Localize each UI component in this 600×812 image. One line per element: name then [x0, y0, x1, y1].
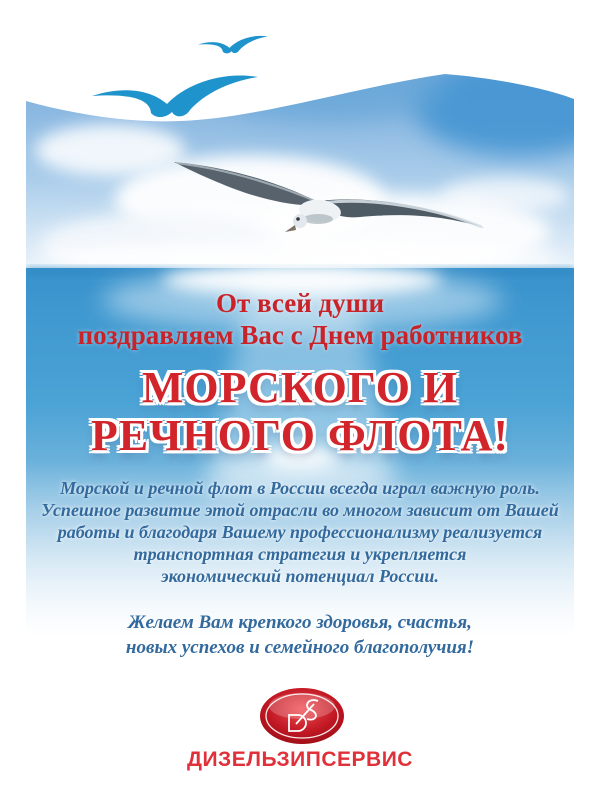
gull-large-icon [92, 76, 258, 118]
message-line: работы и благодаря Вашему профессионализму реализуется [57, 522, 543, 542]
holiday-title [0, 364, 600, 460]
gull-small-icon [198, 36, 268, 53]
title-line-2: РЕЧНОГО ФЛОТА! [90, 411, 510, 460]
wishes-paragraph [0, 610, 600, 660]
intro-greeting [0, 287, 600, 351]
wishes-line: новых успехов и семейного благополучия! [125, 637, 475, 658]
message-line: Морской и речной флот в России всегда играл важную роль. [60, 478, 540, 498]
company-logo [260, 688, 344, 744]
message-paragraph [0, 477, 600, 587]
wishes-line: Желаем Вам крепкого здоровья, счастья, [128, 612, 472, 633]
title-line-1: МОРСКОГО И [141, 363, 459, 412]
message-line: экономический потенциал России. [161, 566, 439, 586]
intro-line-1: От всей души [215, 288, 385, 318]
message-line: транспортная стратегия и укрепляется [133, 544, 467, 564]
intro-line-2: поздравляем Вас с Днем работников [77, 320, 523, 350]
message-line: Успешное развитие этой отрасли во многом зависит от Вашей [41, 500, 559, 520]
company-name: ДИЗЕЛЬЗИПСЕРВИС [187, 748, 413, 771]
